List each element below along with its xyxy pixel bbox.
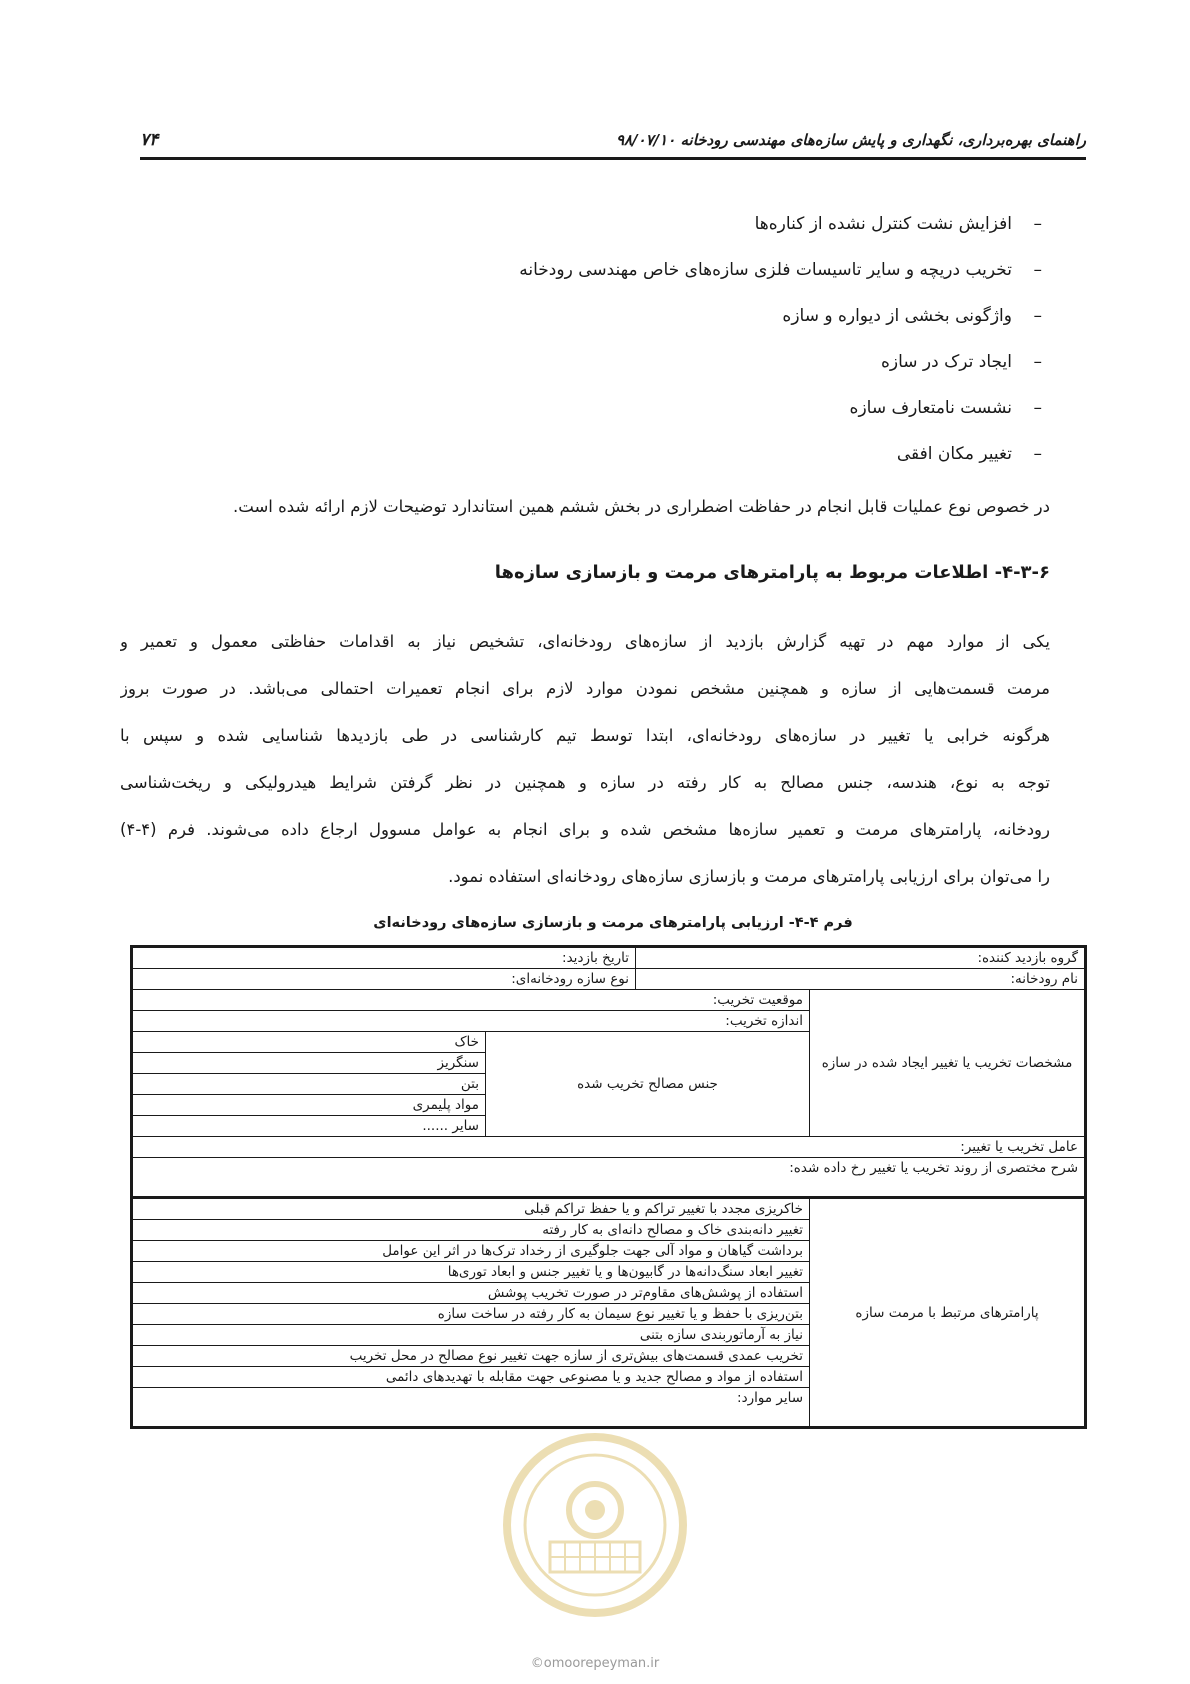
- paragraph-line: توجه به نوع، هندسه، جنس مصالح به کار رفته در سازه و همچنین در نظر گرفتن شرایط هیدرولیکی و ریخت‌شناسی: [120, 773, 1050, 792]
- form-caption: فرم ۴-۴- ارزیابی پارامترهای مرمت و بازسازی سازه‌های رودخانه‌ای: [373, 915, 853, 931]
- repair-item: استفاده از پوشش‌های مقاوم‌تر در صورت تخریب پوشش: [132, 1283, 810, 1304]
- list-item: – واژگونی بخشی از دیواره و سازه: [150, 304, 1050, 350]
- list-item: – تغییر مکان افقی: [150, 442, 1050, 488]
- repair-item: نیاز به آرماتوربندی سازه بتنی: [132, 1325, 810, 1346]
- list-item: – افزایش نشت کنترل نشده از کناره‌ها: [150, 212, 1050, 258]
- page-header: [140, 126, 1086, 160]
- material-option: سایر ......: [132, 1116, 486, 1137]
- material-option: مواد پلیمری: [132, 1095, 486, 1116]
- visitor-group-field: گروه بازدید کننده:: [636, 947, 1086, 969]
- repair-params-label: پارامترهای مرتبط با مرمت سازه: [810, 1198, 1086, 1428]
- list-item: – ایجاد ترک در سازه: [150, 350, 1050, 396]
- section-title: ۴-۳-۶- اطلاعات مربوط به پارامترهای مرمت و بازسازی سازه‌ها: [494, 562, 1050, 583]
- dash-marker: –: [1033, 306, 1042, 326]
- dash-marker: –: [1033, 352, 1042, 372]
- dash-marker: –: [1033, 214, 1042, 234]
- watermark-website: ©omoorepeyman.ir: [530, 1656, 660, 1671]
- copyright-icon: ©: [530, 1656, 544, 1671]
- damage-cause-field: عامل تخریب یا تغییر:: [132, 1137, 1086, 1158]
- repair-item: تغییر ابعاد سنگ‌دانه‌ها در گابیون‌ها و یا تغییر جنس و ابعاد توری‌ها: [132, 1262, 810, 1283]
- material-option: خاک: [132, 1032, 486, 1053]
- damage-specs-label: مشخصات تخریب یا تغییر ایجاد شده در سازه: [810, 990, 1086, 1137]
- paragraph-line: یکی از موارد مهم در تهیه گزارش بازدید از سازه‌های رودخانه‌ای، تشخیص نیاز به اقدامات حفاظتی معمول و تعمیر و: [120, 632, 1050, 651]
- damaged-material-label: جنس مصالح تخریب شده: [486, 1032, 810, 1137]
- material-option: سنگریز: [132, 1053, 486, 1074]
- damage-location-field: موقعیت تخریب:: [132, 990, 810, 1011]
- paragraph-line: هرگونه خرابی یا تغییر در سازه‌های رودخانه‌ای، ابتدا توسط تیم کارشناسی در طی بازدیدها شناسایی شده و سپس با: [120, 726, 1050, 745]
- material-option: بتن: [132, 1074, 486, 1095]
- paragraph-line: را می‌توان برای ارزیابی پارامترهای مرمت و بازسازی سازه‌های رودخانه‌ای استفاده نمود.: [448, 867, 1050, 886]
- running-title: راهنمای بهره‌برداری، نگهداری و پایش سازه‌های مهندسی رودخانه ۹۸/۰۷/۱۰: [615, 130, 1086, 149]
- dash-marker: –: [1033, 398, 1042, 418]
- bullet-list: [150, 212, 1050, 488]
- dash-marker: –: [1033, 260, 1042, 280]
- list-item: – نشست نامتعارف سازه: [150, 396, 1050, 442]
- damage-size-field: اندازه تخریب:: [132, 1011, 810, 1032]
- repair-item: برداشت گیاهان و مواد آلی جهت جلوگیری از رخداد ترک‌ها در اثر این عوامل: [132, 1241, 810, 1262]
- damage-description-field: شرح مختصری از روند تخریب یا تغییر رخ داده شده:: [132, 1158, 1086, 1198]
- repair-item: خاکریزی مجدد با تغییر تراکم و یا حفظ تراکم قبلی: [132, 1198, 810, 1220]
- page-number: ۷۴: [140, 129, 159, 150]
- body-paragraph: [120, 618, 1050, 900]
- repair-item: تخریب عمدی قسمت‌های بیش‌تری از سازه جهت تغییر نوع مصالح در محل تخریب: [132, 1346, 810, 1367]
- paragraph-line: مرمت قسمت‌هایی از سازه و همچنین مشخص نمودن موارد لازم برای انجام تعمیرات احتمالی می‌باشد. در صورت بروز: [120, 679, 1050, 698]
- watermark-seal-icon: [500, 1430, 690, 1620]
- list-item: – تخریب دریچه و سایر تاسیسات فلزی سازه‌های خاص مهندسی رودخانه: [150, 258, 1050, 304]
- dash-marker: –: [1033, 444, 1042, 464]
- repair-item: بتن‌ریزی با حفظ و یا تغییر نوع سیمان به کار رفته در ساخت سازه: [132, 1304, 810, 1325]
- repair-item: تغییر دانه‌بندی خاک و مصالح دانه‌ای به کار رفته: [132, 1220, 810, 1241]
- note-paragraph: در خصوص نوع عملیات قابل انجام در حفاظت اضطراری در بخش ششم همین استاندارد توضیحات لازم ارائه شده است.: [233, 497, 1050, 516]
- repair-item-other: سایر موارد:: [132, 1388, 810, 1428]
- paragraph-line: رودخانه، پارامترهای مرمت و تعمیر سازه‌ها مشخص شده و برای انجام به عوامل مسوول ارجاع داده می‌شوند. فرم (۴-۴): [120, 820, 1050, 839]
- structure-type-field: نوع سازه رودخانه‌ای:: [132, 969, 636, 990]
- repair-assessment-form: [130, 945, 1087, 1429]
- river-name-field: نام رودخانه:: [636, 969, 1086, 990]
- visit-date-field: تاریخ بازدید:: [132, 947, 636, 969]
- repair-item: استفاده از مواد و مصالح جدید و یا مصنوعی جهت مقابله با تهدیدهای دائمی: [132, 1367, 810, 1388]
